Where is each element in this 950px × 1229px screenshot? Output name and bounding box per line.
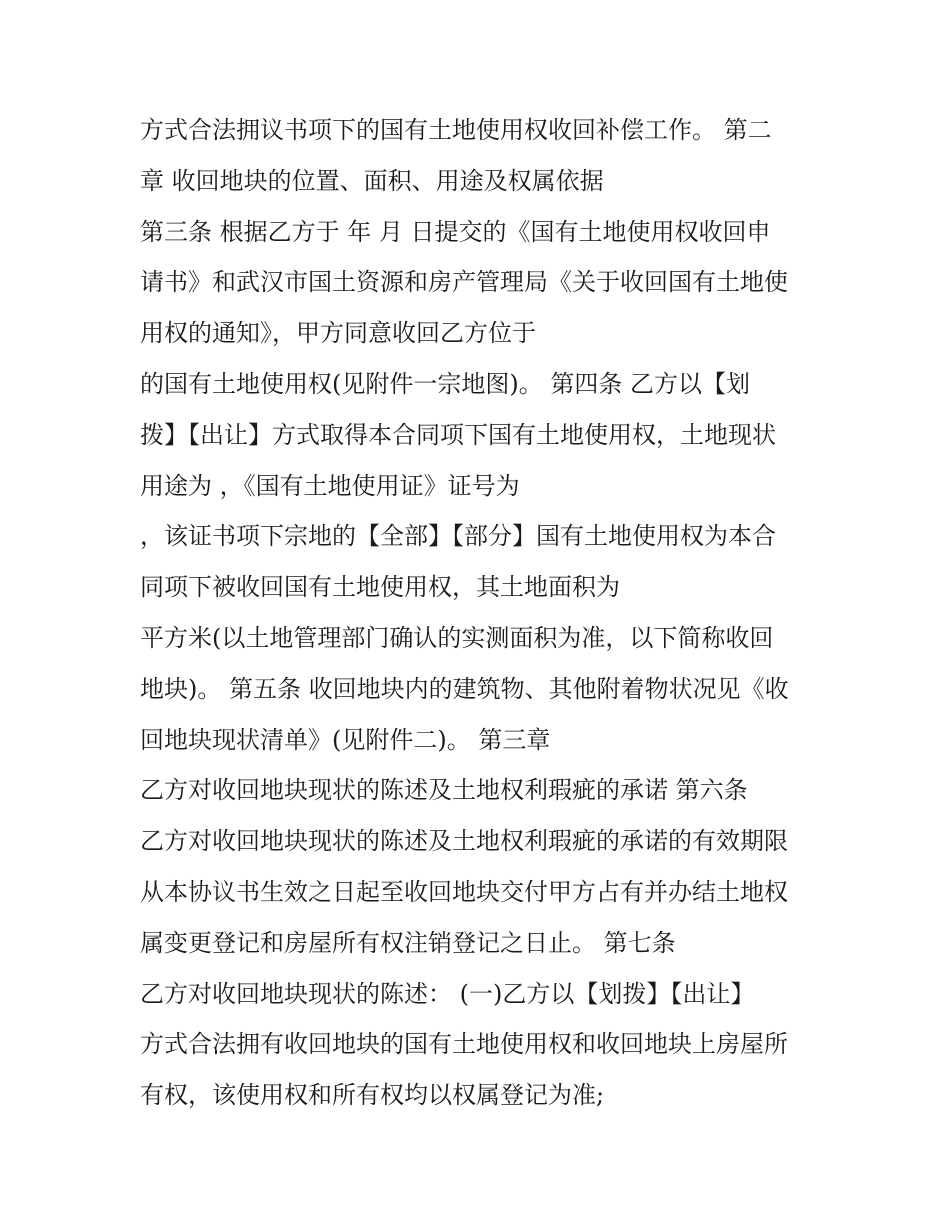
document-body (140, 105, 830, 1121)
text-line: 的国有土地使用权(见附件一宗地图)。 第四条 乙方以【划 (140, 369, 750, 398)
text-line: 属变更登记和房屋所有权注销登记之日止。 第七条 (140, 928, 676, 957)
text-line: 方式合法拥议书项下的国有土地使用权收回补偿工作。 第二 (140, 116, 772, 144)
text-line: ，该证书项下宗地的【全部】【部分】国有土地使用权为本合 (140, 522, 776, 551)
text-line: 乙方对收回地块现状的陈述及土地权利瑕疵的承诺的有效期限 (140, 827, 788, 856)
text-line: 回地块现状清单》(见附件二)。 第三章 (140, 725, 551, 754)
text-line: 从本协议书生效之日起至收回地块交付甲方占有并办结土地权 (140, 877, 788, 906)
text-line: 同项下被收回国有土地使用权，其土地面积为 (140, 573, 620, 602)
text-line: 乙方对收回地块现状的陈述： (一)乙方以【划拨】【出让】 (140, 979, 755, 1008)
text-line: 请书》和武汉市国土资源和房产管理局《关于收回国有土地使 (140, 268, 788, 297)
text-line: 章 收回地块的位置、面积、用途及权属依据 (140, 166, 604, 195)
text-line: 有权，该使用权和所有权均以权属登记为准; (140, 1081, 605, 1110)
text-line: 用权的通知》，甲方同意收回乙方位于 (140, 319, 536, 348)
text-line: 乙方对收回地块现状的陈述及土地权利瑕疵的承诺 第六条 (140, 776, 748, 805)
text-line: 第三条 根据乙方于 年 月 日提交的《国有土地使用权收回申 (140, 217, 771, 246)
text-line: 地块)。 第五条 收回地块内的建筑物、其他附着物状况见《收 (140, 674, 789, 703)
text-line: 平方米(以土地管理部门确认的实测面积为准，以下简称收回 (140, 623, 774, 652)
text-line: 方式合法拥有收回地块的国有土地使用权和收回地块上房屋所 (140, 1030, 788, 1059)
text-line: 用途为 ，《国有土地使用证》证号为 (140, 471, 520, 500)
text-line: 拨】【出让】方式取得本合同项下国有土地使用权，土地现状 (140, 420, 776, 449)
